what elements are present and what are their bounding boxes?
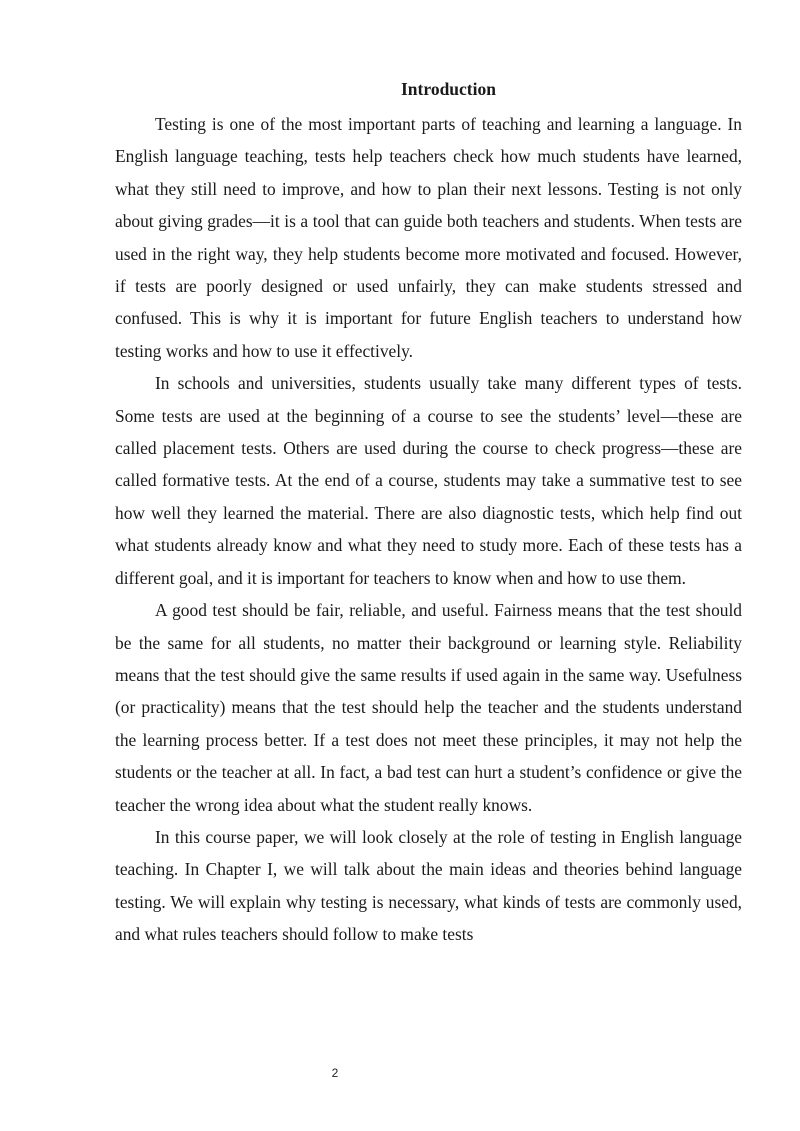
paragraph-2: In schools and universities, students usually take many different types of tests. Some tests are used at the beginning of a course to see the students’ level—these are called placement tests. Others are used during the course to check progress—these are called formative tests. At the end of a course, students may take a summative test to see how well they learned the material. There are also diagnostic tests, which help find out what students already know and what they need to study more. Each of these tests has a different goal, and it is important for teachers to know when and how to use them.	[115, 373, 742, 588]
page-number: 2	[331, 1066, 339, 1080]
section-title: Introduction	[401, 79, 496, 99]
paragraph-4: In this course paper, we will look closely at the role of testing in English language teaching. In Chapter I, we will talk about the main ideas and theories behind language testing. We will explain why testing is necessary, what kinds of tests are commonly used, and what rules teachers should follow to make tests	[115, 826, 742, 945]
paragraph-1: Testing is one of the most important parts of teaching and learning a language. In English language teaching, tests help teachers check how much students have learned, what they still need to improve, and how to plan their next lessons. Testing is not only about giving grades—it is a tool that can guide both teachers and students. When tests are used in the right way, they help students become more motivated and focused. However, if tests are poorly designed or used unfairly, they can make students stressed and confused. This is why it is important for future English teachers to understand how testing works and how to use it effectively.	[115, 114, 742, 361]
document-page	[115, 76, 742, 951]
paragraph-3: A good test should be fair, reliable, and useful. Fairness means that the test should be the same for all students, no matter their background or learning style. Reliability means that the test should give the same results if used again in the same way. Usefulness (or practicality) means that the test should help the teacher and the students understand the learning process better. If a test does not meet these principles, it may not help the students or the teacher at all. In fact, a bad test can hurt a student’s confidence or give the teacher the wrong idea about what the student really knows.	[115, 600, 742, 815]
